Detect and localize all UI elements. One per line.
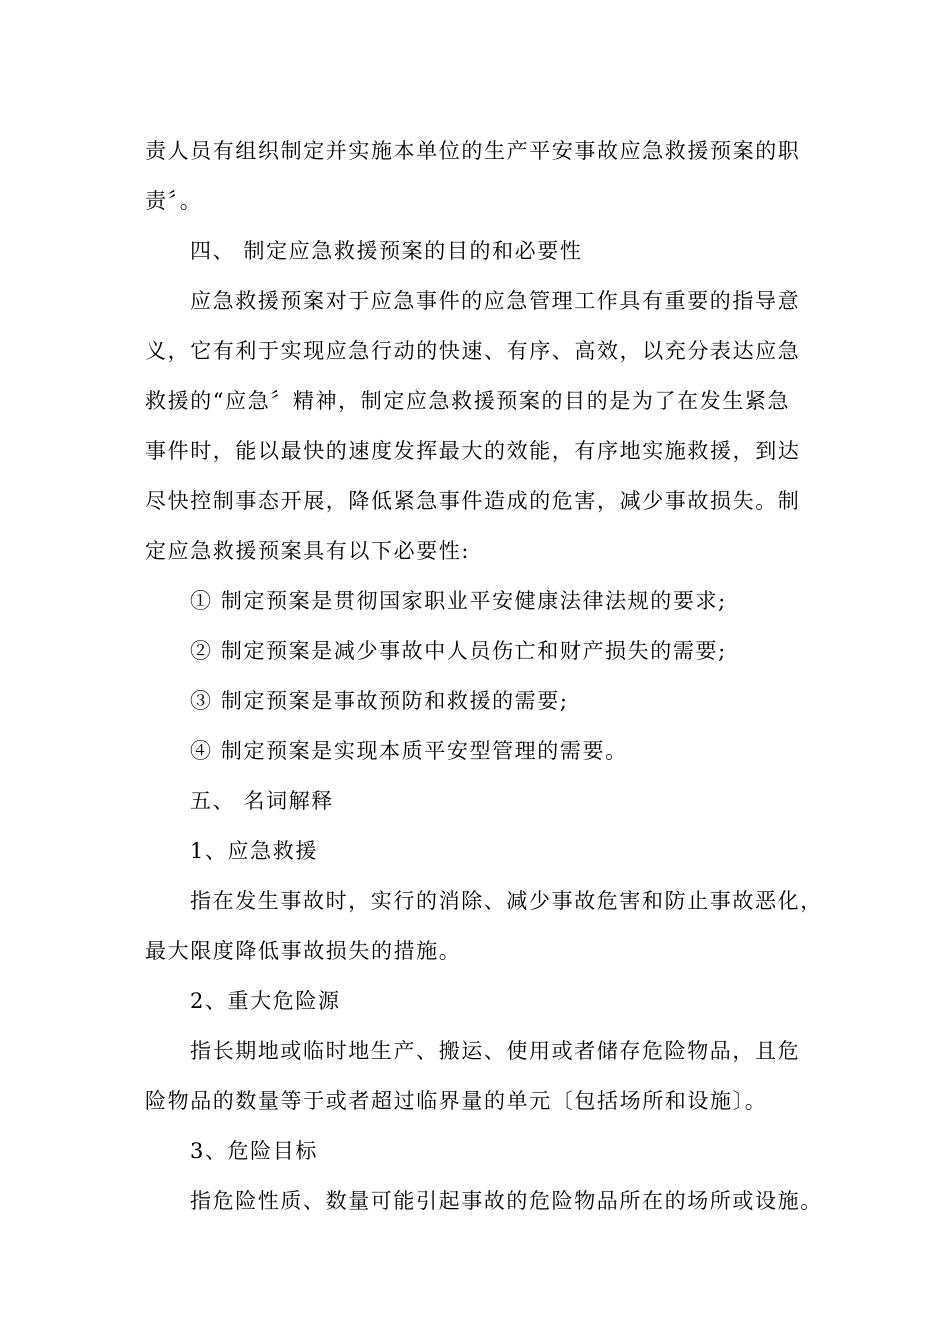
term-heading: 1、应急救援 bbox=[190, 839, 318, 863]
paragraph-line: 应急救援预案对于应急事件的应急管理工作具有重要的指导意 bbox=[190, 289, 801, 313]
section-heading: 五、 名词解释 bbox=[190, 789, 334, 813]
paragraph-line: 事件时，能以最快的速度发挥最大的效能，有序地实施救援，到达 bbox=[145, 439, 801, 463]
paragraph-line: 义，它有利于实现应急行动的快速、有序、高效，以充分表达应急 bbox=[145, 339, 801, 363]
list-item: ④ 制定预案是实现本质平安型管理的需要。 bbox=[190, 739, 628, 763]
paragraph-line: 救援的“应急〞精神，制定应急救援预案的目的是为了在发生紧急 bbox=[145, 389, 791, 413]
paragraph-line: 责人员有组织制定并实施本单位的生产平安事故应急救援预案的职 bbox=[145, 139, 801, 163]
term-heading: 3、危险目标 bbox=[190, 1139, 318, 1163]
list-item: ③ 制定预案是事故预防和救援的需要; bbox=[190, 689, 569, 713]
term-heading: 2、重大危险源 bbox=[190, 989, 341, 1013]
paragraph-line: 尽快控制事态开展，降低紧急事件造成的危害，减少事故损失。制 bbox=[145, 489, 801, 513]
section-heading: 四、 制定应急救援预案的目的和必要性 bbox=[190, 239, 583, 263]
paragraph-line: 定应急救援预案具有以下必要性: bbox=[145, 539, 471, 563]
paragraph-line: 责〞。 bbox=[145, 189, 203, 213]
list-item: ② 制定预案是减少事故中人员伤亡和财产损失的需要; bbox=[190, 639, 727, 663]
paragraph-line: 指危险性质、数量可能引起事故的危险物品所在的场所或设施。 bbox=[190, 1189, 823, 1213]
list-item: ① 制定预案是贯彻国家职业平安健康法律法规的要求; bbox=[190, 589, 727, 613]
paragraph-line: 险物品的数量等于或者超过临界量的单元〔包括场所和设施〕。 bbox=[145, 1089, 768, 1113]
paragraph-line: 最大限度降低事故损失的措施。 bbox=[145, 939, 462, 963]
paragraph-line: 指长期地或临时地生产、搬运、使用或者储存危险物品，且危 bbox=[190, 1039, 801, 1063]
paragraph-line: 指在发生事故时，实行的消除、减少事故危害和防止事故恶化， bbox=[190, 889, 823, 913]
